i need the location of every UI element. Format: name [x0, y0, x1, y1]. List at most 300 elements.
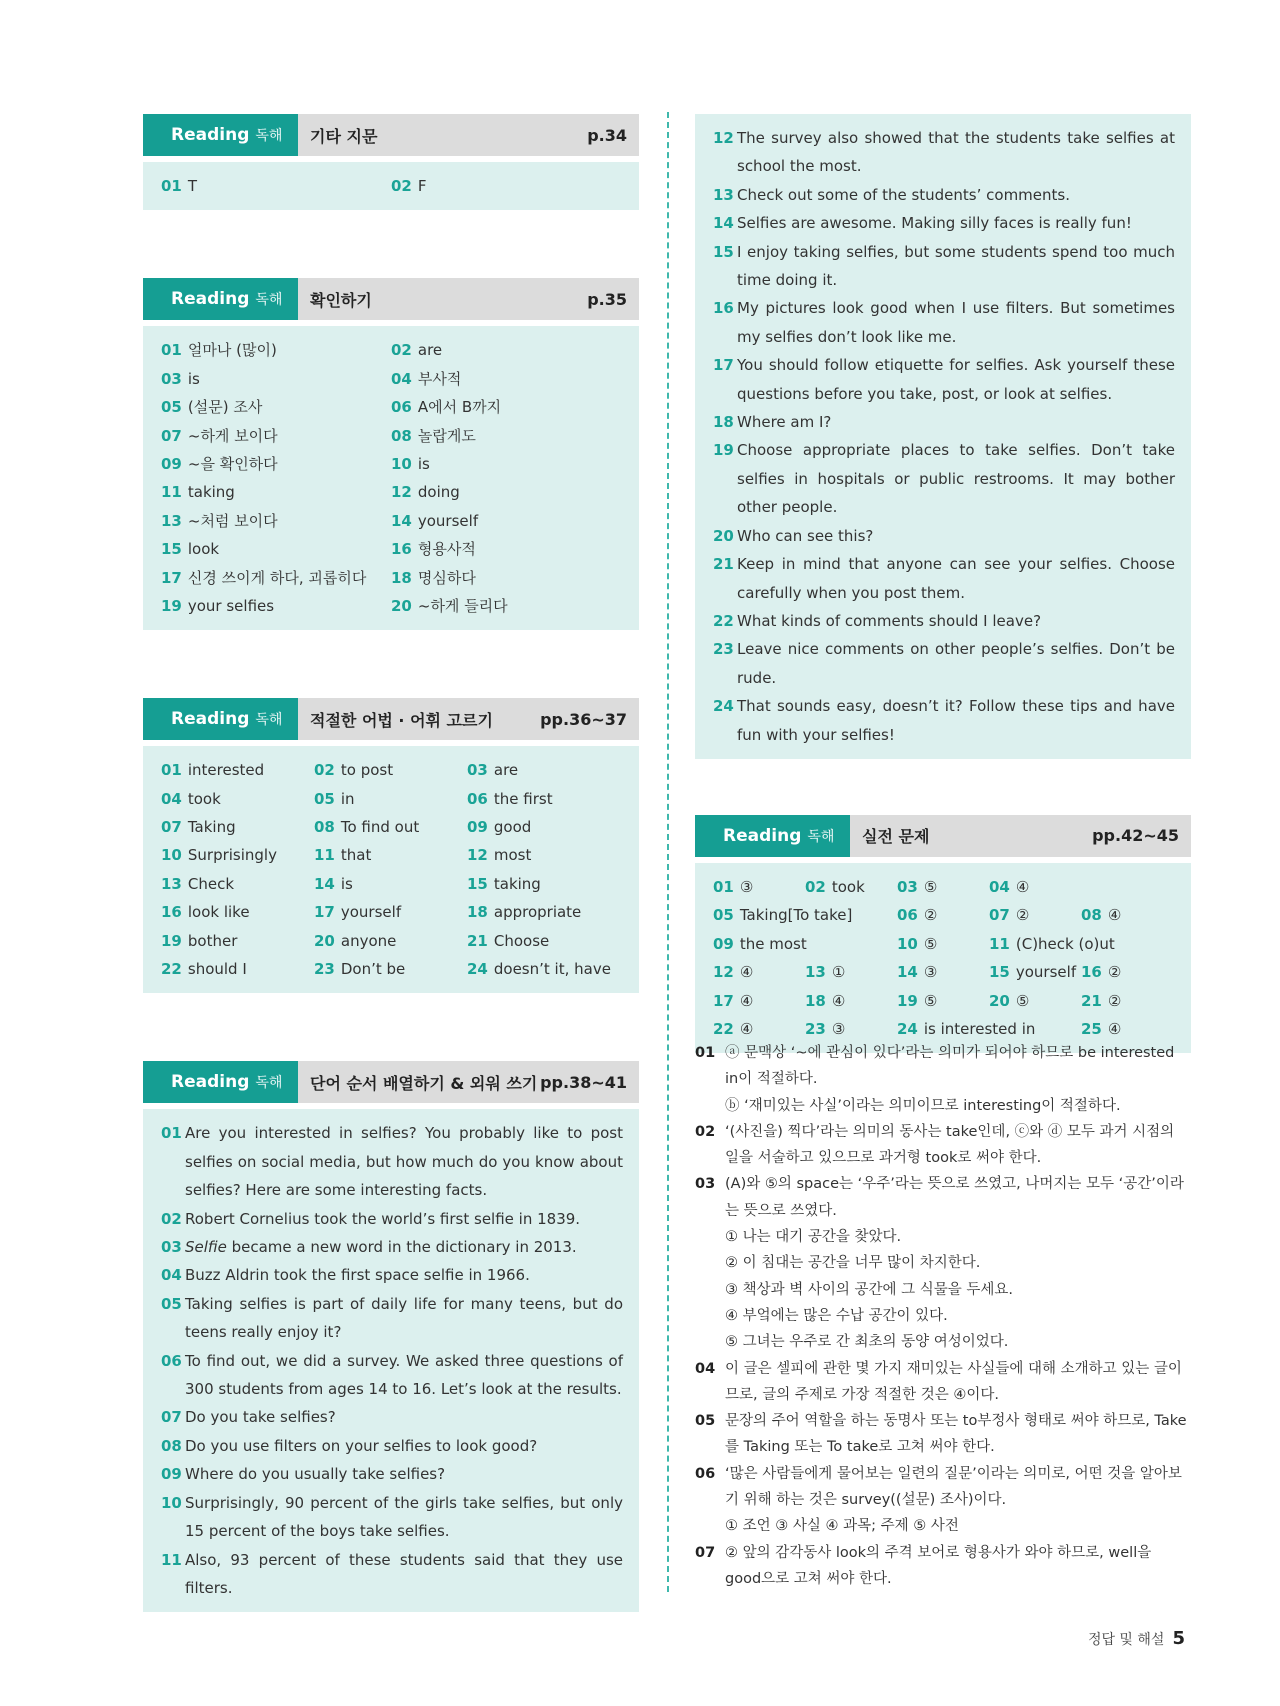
answer-number: 06 [391, 398, 412, 417]
answer-text: ② [1107, 991, 1122, 1010]
answer-number: 03 [161, 369, 182, 388]
answer-text: To find out [340, 818, 420, 837]
explanation-line: ① 조언 ③ 사실 ④ 과목; 주제 ⑤ 사전 [725, 1518, 959, 1535]
explanation-line: (A)와 ⑤의 space는 ‘우주’라는 뜻으로 쓰였고, 나머지는 모두 ‘공간’이라는 뜻으로 쓰였다. [725, 1176, 1184, 1219]
reading-tag: Reading 독해 [695, 815, 850, 857]
sentence-item [161, 1205, 623, 1233]
sentence-number: 05 [161, 1294, 182, 1313]
answer-text: ~을 확인하다 [187, 454, 278, 473]
answer-number: 19 [897, 991, 918, 1010]
sentence-number: 14 [713, 214, 734, 233]
sentence-item [713, 181, 1175, 209]
answer-number: 10 [391, 454, 412, 473]
answer-number: 24 [467, 960, 488, 979]
sentence-item [161, 1432, 623, 1460]
section-header [143, 698, 639, 740]
sentence-number: 07 [161, 1408, 182, 1427]
answer-text: Choose [493, 931, 550, 950]
answer-text: the most [739, 934, 807, 953]
explanation-number: 01 [695, 1045, 716, 1061]
answer-number: 13 [805, 963, 826, 982]
sentence-number: 20 [713, 526, 734, 545]
explanation-line: ⓑ ‘재미있는 사실’이라는 의미이므로 interesting이 적절하다. [725, 1097, 1121, 1114]
answer-text: look like [187, 903, 250, 922]
answer-item [161, 450, 391, 478]
answer-text: (설문) 조사 [187, 398, 263, 417]
answer-item [161, 393, 391, 421]
answer-item [1081, 901, 1173, 929]
answer-text: is [187, 369, 200, 388]
explanation-body [725, 1119, 1191, 1172]
sentence-item [161, 1290, 623, 1347]
sentence-item [161, 1403, 623, 1431]
answer-text: 얼마나 (많이) [187, 341, 277, 360]
sentence-number: 11 [161, 1550, 182, 1569]
answer-text: 놀랍게도 [417, 426, 476, 445]
answer-number: 02 [391, 341, 412, 360]
answer-text: 부사적 [417, 369, 462, 388]
sentence-text: Do you take selfies? [185, 1408, 336, 1427]
answer-text: should I [187, 960, 247, 979]
answer-item [467, 898, 620, 926]
answer-number: 03 [897, 877, 918, 896]
answer-item [467, 841, 620, 869]
answer-number: 07 [161, 818, 182, 837]
answer-item [314, 927, 467, 955]
sentence-number: 21 [713, 555, 734, 574]
explanation-line: ⓐ 문맥상 ‘~에 관심이 있다’라는 의미가 되어야 하므로 be interested in이 적절하다. [725, 1045, 1175, 1088]
answer-number: 21 [467, 931, 488, 950]
answer-item [161, 955, 314, 983]
right-column [695, 114, 1191, 1053]
sentence-item [713, 550, 1175, 607]
explanation-line: ③ 책상과 벽 사이의 공간에 그 식물을 두세요. [725, 1281, 1013, 1298]
answer-text: ~하게 들리다 [417, 596, 508, 615]
answer-text: 명심하다 [417, 568, 476, 587]
answer-item [989, 930, 1115, 958]
sentence-item [713, 635, 1175, 692]
answer-text: took [187, 789, 221, 808]
explanation-item [695, 1119, 1191, 1172]
answer-text: in [340, 789, 355, 808]
section-check [143, 278, 639, 630]
sentence-number: 15 [713, 242, 734, 261]
explanation-item [695, 1040, 1191, 1119]
sentence-item [713, 408, 1175, 436]
answer-item [314, 841, 467, 869]
answer-text: ④ [1107, 1019, 1122, 1038]
answer-item [805, 873, 897, 901]
answer-number: 19 [161, 596, 182, 615]
answer-number: 20 [314, 931, 335, 950]
answer-text: anyone [340, 931, 397, 950]
sentence-number: 08 [161, 1436, 182, 1455]
answer-item [467, 813, 620, 841]
section-header [143, 1061, 639, 1103]
explanation-line: ‘(사진을) 찍다’라는 의미의 동사는 take인데, ⓒ와 ⓓ 모두 과거 시점의 일을 서술하고 있으므로 과거형 took로 써야 한다. [725, 1123, 1175, 1167]
answer-number: 09 [467, 818, 488, 837]
answer-text: Taking [187, 818, 236, 837]
answer-number: 22 [161, 960, 182, 979]
answer-number: 01 [713, 877, 734, 896]
answer-number: 15 [989, 963, 1010, 982]
answer-text: ④ [739, 963, 754, 982]
answer-item [391, 172, 621, 200]
answer-text: ① [831, 963, 846, 982]
answer-text: interested [187, 761, 265, 780]
explanation-item [695, 1408, 1191, 1461]
answer-item [805, 930, 897, 958]
explanation-line: ‘많은 사람들에게 물어보는 일련의 질문’이라는 의미로, 어떤 것을 알아보기 위해 하는 것은 survey((설문) 조사)이다. [725, 1465, 1182, 1509]
sentence-emphasis: Selfie [185, 1238, 227, 1257]
sentence-text: became a new word in the dictionary in 2013. [226, 1238, 577, 1257]
answer-item [391, 535, 621, 563]
answer-item [713, 873, 805, 901]
explanation-line: ④ 부엌에는 많은 수납 공간이 있다. [725, 1307, 948, 1324]
answer-panel [143, 746, 639, 993]
answer-text: Don’t be [340, 960, 406, 979]
sentence-text: My pictures look good when I use filters. But sometimes my selfies don’t look like me. [737, 299, 1175, 346]
explanation-item [695, 1461, 1191, 1540]
answer-item [713, 987, 805, 1015]
answer-number: 18 [805, 991, 826, 1010]
answer-item [391, 450, 621, 478]
sentence-number: 01 [161, 1124, 182, 1143]
answer-text: look [187, 540, 220, 559]
section-header [143, 114, 639, 156]
answer-item [897, 873, 989, 901]
answer-number: 13 [161, 874, 182, 893]
answer-text: ③ [923, 963, 938, 982]
answer-text: is [340, 874, 353, 893]
sentence-text: What kinds of comments should I leave? [737, 611, 1042, 630]
sentence-text: Leave nice comments on other people’s selfies. Don’t be rude. [737, 640, 1175, 687]
answer-number: 05 [713, 906, 734, 925]
sentence-item [713, 294, 1175, 351]
sentence-text: To find out, we did a survey. We asked three questions of 300 students from ages 14 to 16. Let’s look at the results. [185, 1351, 623, 1399]
sentence-item [713, 607, 1175, 635]
answer-text: F [417, 177, 427, 195]
answer-text: ⑤ [923, 934, 938, 953]
answer-number: 11 [989, 934, 1010, 953]
page-number: 5 [1172, 1628, 1185, 1649]
answer-number: 17 [161, 568, 182, 587]
answer-item [1081, 987, 1173, 1015]
answer-item [161, 785, 314, 813]
answer-item [391, 592, 621, 620]
answer-item [467, 756, 620, 784]
section-title: 확인하기 [310, 290, 372, 310]
answer-item [161, 365, 391, 393]
page-ref: pp.38~41 [540, 1072, 627, 1092]
answer-text: took [831, 877, 865, 896]
answer-item [161, 336, 391, 364]
answer-number: 07 [161, 426, 182, 445]
answer-item [713, 930, 805, 958]
answer-item [467, 927, 620, 955]
sentence-number: 24 [713, 697, 734, 716]
sentence-item [713, 522, 1175, 550]
sentence-text: Where do you usually take selfies? [185, 1465, 446, 1484]
sentence-text: Check out some of the students’ comments. [737, 185, 1070, 204]
answer-text: ② [1107, 963, 1122, 982]
answer-text: is interested in [923, 1019, 1036, 1038]
answer-item [161, 592, 391, 620]
answer-item [897, 930, 989, 958]
answer-text: 형용사적 [417, 540, 476, 559]
sentence-text: Do you use filters on your selfies to look good? [185, 1436, 538, 1455]
answer-item [161, 172, 391, 200]
answer-item [805, 958, 897, 986]
answer-number: 09 [713, 934, 734, 953]
answer-text: ⑤ [923, 877, 938, 896]
answer-item [805, 901, 897, 929]
answer-item [897, 987, 989, 1015]
answer-text: Check [187, 874, 235, 893]
answer-item [1081, 958, 1173, 986]
answer-text: taking [187, 483, 235, 502]
answer-number: 09 [161, 454, 182, 473]
answer-number: 23 [314, 960, 335, 979]
answer-number: 16 [161, 903, 182, 922]
answer-item [1081, 930, 1173, 958]
explanation-body [725, 1461, 1191, 1540]
explanation-number: 06 [695, 1465, 716, 1482]
answer-grid [161, 756, 623, 983]
answer-item [897, 901, 989, 929]
answer-text: A에서 B까지 [417, 398, 502, 417]
answer-number: 03 [467, 761, 488, 780]
answer-item [1081, 873, 1173, 901]
sentence-panel [143, 1109, 639, 1612]
answer-text: 신경 쓰이게 하다, 괴롭히다 [187, 568, 367, 587]
answer-number: 21 [1081, 991, 1102, 1010]
section-header [143, 278, 639, 320]
answer-number: 11 [314, 846, 335, 865]
answer-number: 18 [467, 903, 488, 922]
page-ref: p.34 [587, 125, 627, 145]
answer-number: 17 [314, 903, 335, 922]
answer-item [161, 422, 391, 450]
answer-item [467, 785, 620, 813]
sentence-text: I enjoy taking selfies, but some students spend too much time doing it. [737, 242, 1175, 290]
answer-number: 01 [161, 177, 182, 195]
sentence-number: 09 [161, 1465, 182, 1484]
answer-item [161, 870, 314, 898]
reading-tag: Reading 독해 [143, 698, 298, 740]
left-column [143, 114, 639, 1612]
sentence-item [161, 1546, 623, 1603]
section-title: 적절한 어법 · 어휘 고르기 [310, 710, 493, 730]
answer-text: ⑤ [923, 991, 938, 1010]
answer-item [989, 873, 1081, 901]
sentence-text: Choose appropriate places to take selfies. Don’t take selfies in hospitals or public restrooms. It may bother other people. [737, 441, 1175, 517]
sentence-text: That sounds easy, doesn’t it? Follow these tips and have fun with your selfies! [737, 697, 1175, 744]
answer-text: your selfies [187, 596, 275, 615]
answer-item [161, 507, 391, 535]
explanations [695, 1040, 1191, 1592]
answer-number: 05 [161, 398, 182, 417]
sentence-item [713, 351, 1175, 408]
sentence-number: 19 [713, 441, 734, 460]
sentence-panel-continued [695, 114, 1191, 759]
sentence-item [161, 1347, 623, 1404]
answer-text: is [417, 454, 430, 473]
answer-number: 12 [467, 846, 488, 865]
page-ref: p.35 [587, 289, 627, 309]
answer-text: bother [187, 931, 238, 950]
answer-number: 05 [314, 789, 335, 808]
explanation-body [725, 1540, 1191, 1593]
answer-item [391, 478, 621, 506]
answer-number: 08 [1081, 906, 1102, 925]
answer-number: 02 [805, 877, 826, 896]
answer-number: 19 [161, 931, 182, 950]
sentence-item [713, 209, 1175, 237]
sentence-item [713, 238, 1175, 295]
answer-text: appropriate [493, 903, 582, 922]
answer-number: 22 [713, 1019, 734, 1038]
answer-text: most [493, 846, 532, 865]
answer-number: 06 [897, 906, 918, 925]
answer-item [805, 987, 897, 1015]
answer-number: 14 [314, 874, 335, 893]
section-title: 실전 문제 [862, 827, 930, 847]
answer-item [989, 958, 1081, 986]
explanation-body [725, 1040, 1191, 1119]
answer-text: ④ [831, 991, 846, 1010]
answer-number: 16 [1081, 963, 1102, 982]
answer-number: 04 [989, 877, 1010, 896]
sentence-item [161, 1489, 623, 1546]
answer-text: that [340, 846, 372, 865]
answer-number: 14 [391, 511, 412, 530]
answer-grid [161, 172, 623, 200]
answer-number: 15 [467, 874, 488, 893]
section-header [695, 815, 1191, 857]
answer-item [161, 898, 314, 926]
answer-number: 01 [161, 341, 182, 360]
answer-text: ~처럼 보이다 [187, 511, 278, 530]
page-footer [1088, 1628, 1185, 1649]
answer-number: 06 [467, 789, 488, 808]
answer-number: 15 [161, 540, 182, 559]
answer-number: 10 [161, 846, 182, 865]
sentence-text: Taking selfies is part of daily life for many teens, but do teens really enjoy it? [185, 1294, 623, 1342]
answer-item [391, 564, 621, 592]
answer-text: the first [493, 789, 553, 808]
explanation-number: 02 [695, 1123, 716, 1140]
answer-text: are [417, 341, 443, 360]
answer-item [989, 987, 1081, 1015]
answer-text: ② [1015, 906, 1030, 925]
answer-number: 12 [391, 483, 412, 502]
answer-item [314, 955, 467, 983]
answer-item [314, 813, 467, 841]
answer-number: 04 [161, 789, 182, 808]
answer-text: to post [340, 761, 394, 780]
answer-text: taking [493, 874, 541, 893]
explanation-line: 이 글은 셀피에 관한 몇 가지 재미있는 사실들에 대해 소개하고 있는 글이므로, 글의 주제로 가장 적절한 것은 ④이다. [725, 1360, 1182, 1403]
answer-item [314, 756, 467, 784]
sentence-number: 22 [713, 611, 734, 630]
answer-item [161, 478, 391, 506]
explanation-line: ② 이 침대는 공간을 너무 많이 차지한다. [725, 1255, 981, 1272]
answer-number: 08 [314, 818, 335, 837]
sentence-text: The survey also showed that the students take selfies at school the most. [737, 129, 1175, 176]
section-title: 기타 지문 [310, 126, 378, 146]
answer-number: 18 [391, 568, 412, 587]
answer-text: ④ [739, 1019, 754, 1038]
answer-number: 08 [391, 426, 412, 445]
explanation-number: 03 [695, 1176, 716, 1193]
answer-number: 11 [161, 483, 182, 502]
answer-item [467, 955, 620, 983]
answer-number: 04 [391, 369, 412, 388]
explanation-body [725, 1171, 1191, 1355]
explanation-item [695, 1356, 1191, 1409]
answer-item [161, 841, 314, 869]
answer-number: 07 [989, 906, 1010, 925]
explanation-line: ⑤ 그녀는 우주로 간 최초의 동양 여성이었다. [725, 1334, 1009, 1351]
sentence-text: Keep in mind that anyone can see your selfies. Choose carefully when you post them. [737, 555, 1175, 602]
answer-number: 02 [314, 761, 335, 780]
answer-item [391, 507, 621, 535]
sentence-text: You should follow etiquette for selfies. Ask yourself these questions before you take, post, or look at selfies. [737, 356, 1175, 403]
answer-item [391, 422, 621, 450]
answer-number: 13 [161, 511, 182, 530]
sentence-item [161, 1233, 623, 1261]
reading-tag: Reading 독해 [143, 278, 298, 320]
reading-tag: Reading 독해 [143, 1061, 298, 1103]
answer-panel [143, 326, 639, 630]
answer-number: 10 [897, 934, 918, 953]
explanation-line: ① 나는 대기 공간을 찾았다. [725, 1229, 902, 1246]
answer-text: T [187, 177, 198, 195]
answer-text: doesn’t it, have [493, 960, 611, 979]
sentence-item [713, 124, 1175, 181]
answer-item [391, 393, 621, 421]
answer-item [713, 901, 853, 929]
sentence-number: 04 [161, 1266, 182, 1285]
sentence-item [161, 1261, 623, 1289]
explanation-number: 04 [695, 1360, 716, 1377]
explanation-body [725, 1356, 1191, 1409]
answer-number: 14 [897, 963, 918, 982]
answer-text: ⑤ [1015, 991, 1030, 1010]
answer-number: 20 [391, 596, 412, 615]
answer-text: good [493, 818, 532, 837]
answer-text: ④ [1107, 906, 1122, 925]
answer-item [467, 870, 620, 898]
explanation-line: 문장의 주어 역할을 하는 동명사 또는 to부정사 형태로 써야 하므로, Take를 Taking 또는 To take로 고쳐 써야 한다. [725, 1413, 1187, 1456]
answer-number: 24 [897, 1019, 918, 1038]
answer-grid [161, 336, 623, 620]
answer-panel [695, 863, 1191, 1053]
sentence-text: Robert Cornelius took the world’s first selfie in 1839. [185, 1209, 581, 1228]
answer-item [161, 927, 314, 955]
explanation-number: 05 [695, 1413, 716, 1430]
sentence-text: Are you interested in selfies? You probably like to post selfies on social media, but how much do you know about selfies? Here are some interesting facts. [185, 1124, 623, 1200]
answer-text: (C)heck (o)ut [1015, 934, 1115, 953]
explanation-line: ② 앞의 감각동사 look의 주격 보어로 형용사가 와야 하므로, well을 good으로 고쳐 써야 한다. [725, 1544, 1152, 1587]
answer-number: 20 [989, 991, 1010, 1010]
reading-tag: Reading 독해 [143, 114, 298, 156]
sentence-number: 23 [713, 640, 734, 659]
sentence-item [161, 1460, 623, 1488]
sentence-number: 12 [713, 129, 734, 147]
answer-number: 12 [713, 963, 734, 982]
